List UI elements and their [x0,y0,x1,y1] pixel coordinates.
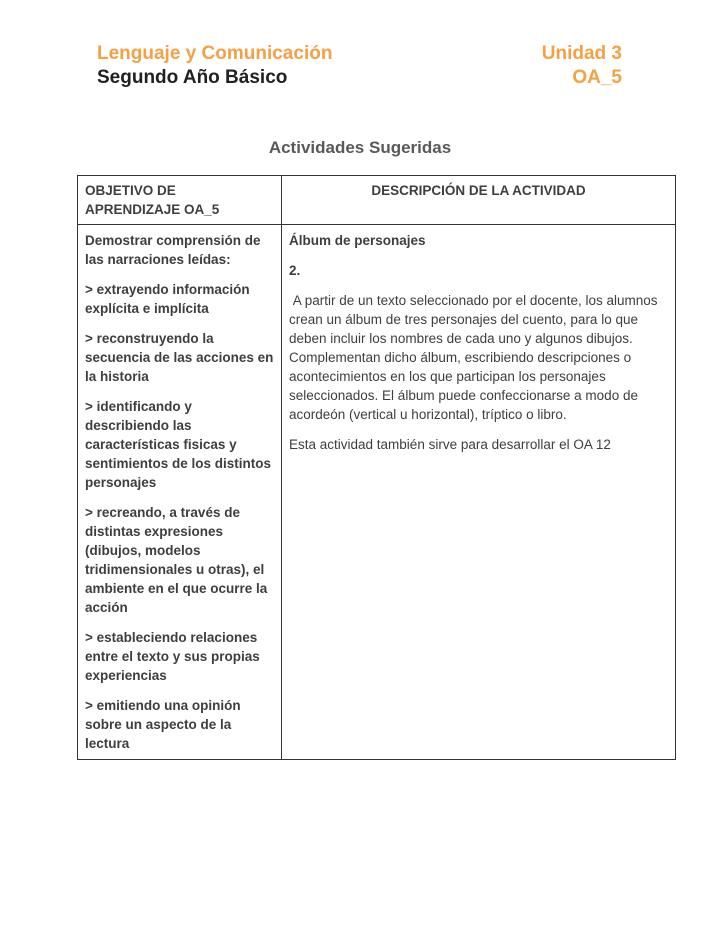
oa-label: OA_5 [572,67,622,88]
column-header-description: DESCRIPCIÓN DE LA ACTIVIDAD [282,176,676,225]
table-header-row [78,176,676,225]
objective-bullet-1: > extrayendo información explícita e implícita [85,282,250,316]
unit-label: Unidad 3 [541,43,622,64]
objective-bullet-5: > estableciendo relaciones entre el texto y sus propias experiencias [85,630,260,683]
column-header-objective: OBJETIVO DE APRENDIZAJE OA_5 [78,176,282,225]
subject-title: Lenguaje y Comunicación [97,43,333,64]
activities-table [77,175,676,760]
document-header [0,0,720,90]
activity-cell [282,225,676,760]
activity-title: Álbum de personajes [289,233,426,248]
objective-bullet-2: > reconstruyendo la secuencia de las acciones en la historia [85,331,274,384]
activity-description: A partir de un texto seleccionado por el docente, los alumnos crean un álbum de tres personajes del cuento, para lo que deben incluir los nombres de cada uno y algunos dibujos. Complementan dicho álbum, escribiendo descripciones o acontecimientos en los que participan los personajes seleccionados. El álbum puede confeccionarse a modo de acordeón (vertical u horizontal), tríptico o libro. [289,293,662,422]
objective-bullet-6: > emitiendo una opinión sobre un aspecto de la lectura [85,698,241,751]
header-left [97,42,332,90]
objective-bullet-4: > recreando, a través de distintas expresiones (dibujos, modelos tridimensionales u otras), el ambiente en el que ocurre la acción [85,505,268,615]
table-body-row [78,225,676,760]
objective-intro: Demostrar comprensión de las narraciones leídas: [85,233,261,267]
grade-title: Segundo Año Básico [97,67,288,88]
page-title: Actividades Sugeridas [268,138,452,157]
objective-bullet-3: > identificando y describiendo las características fisicas y sentimientos de los distintos personajes [85,399,272,490]
activity-note: Esta actividad también sirve para desarrollar el OA 12 [289,437,611,452]
header-right [542,42,622,90]
activity-number: 2. [289,263,301,278]
objective-cell [78,225,282,760]
